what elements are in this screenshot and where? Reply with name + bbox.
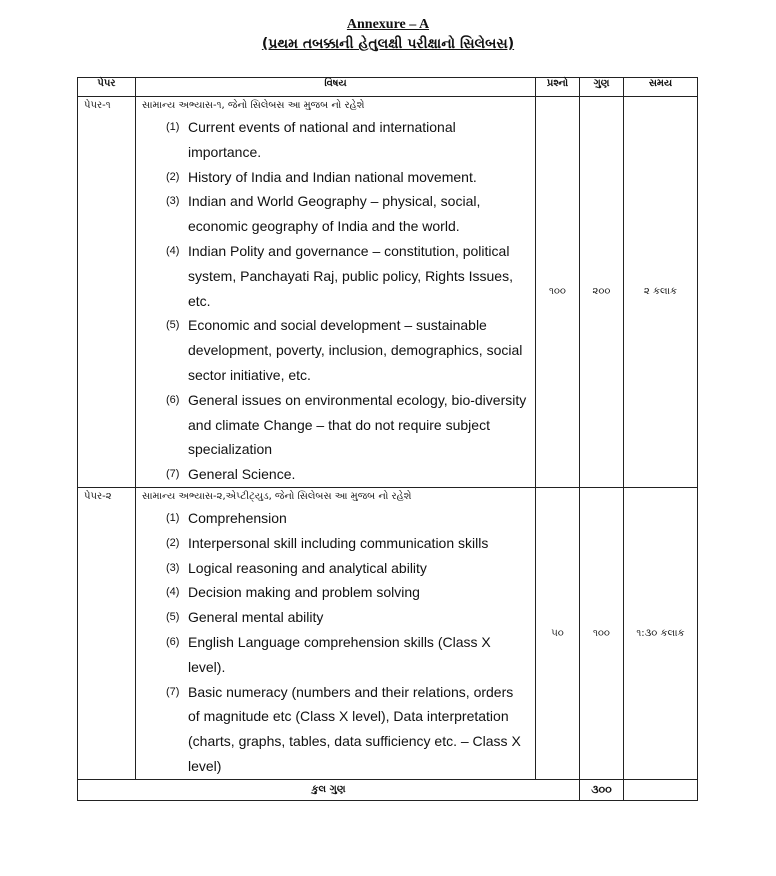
paper-1-intro: સામાન્ય અભ્યાસ-૧, જેનો સિલેબસ આ મુજબ નો રહેશે: [142, 100, 365, 111]
paper-2-marks: ૧૦૦: [580, 487, 624, 779]
paper-1-subject-cell: [136, 97, 536, 488]
item-number: (3): [166, 195, 180, 208]
list-item: [136, 630, 535, 680]
list-item: [136, 165, 535, 190]
paper-1-time: ૨ કલાક: [624, 97, 698, 488]
item-text: Decision making and problem solving: [188, 584, 420, 601]
item-number: (2): [166, 170, 180, 183]
item-text: Indian Polity and governance – constitution, political system, Panchayati Raj, public policy, Rights Issues, etc.: [188, 242, 513, 309]
item-number: (1): [166, 511, 180, 524]
list-item: [136, 115, 535, 165]
total-value: ૩૦૦: [580, 779, 624, 800]
item-text: General Science.: [188, 466, 296, 483]
list-item: [136, 605, 535, 630]
paper-2-questions: ૫૦: [536, 487, 580, 779]
list-item: [136, 556, 535, 581]
item-number: (1): [166, 121, 180, 133]
paper-2-time: ૧:૩૦ કલાક: [624, 487, 698, 779]
item-text: Basic numeracy (numbers and their relations, orders of magnitude etc (Class X level), Data interpretation (charts, graphs, tables, data sufficiency etc. – Class X level): [188, 683, 521, 774]
item-text: Comprehension: [188, 509, 287, 526]
paper-1-questions: ૧૦૦: [536, 97, 580, 488]
paper-2-subject-cell: [136, 487, 536, 779]
item-text: Interpersonal skill including communication skills: [188, 534, 489, 551]
list-item: [136, 313, 535, 387]
item-text: Current events of national and international importance.: [188, 119, 456, 160]
paper-2-row: [78, 487, 698, 779]
paper-1-row: [78, 97, 698, 488]
total-empty-cell: [624, 779, 698, 800]
header-row: [78, 78, 698, 97]
total-label: કુલ ગુણ: [78, 779, 580, 800]
list-item: [136, 680, 535, 779]
paper-2-intro: સામાન્ય અભ્યાસ-૨,એપ્ટીટ્યુડ, જેનો સિલેબસ આ મુજબ નો રહેશે: [142, 490, 412, 502]
list-item: [136, 189, 535, 239]
paper-1-topic-list: [136, 115, 535, 487]
item-number: (6): [166, 393, 180, 406]
paper-2-label: પેપર-૨: [78, 487, 136, 779]
header-time: સમય: [624, 78, 698, 97]
item-number: (5): [166, 611, 180, 624]
item-number: (7): [166, 468, 180, 481]
item-number: (6): [166, 635, 180, 648]
list-item: [136, 239, 535, 313]
annexure-title: Annexure – A: [346, 17, 430, 32]
item-number: (5): [166, 319, 180, 332]
list-item: [136, 462, 535, 487]
item-text: Indian and World Geography – physical, social, economic geography of India and the world.: [188, 193, 481, 235]
total-row: [78, 779, 698, 800]
syllabus-subtitle: (પ્રથમ તબક્કાની હેતુલક્ષી પરીક્ષાનો સિલેબસ): [261, 36, 515, 52]
list-item: [136, 580, 535, 605]
header-paper: પેપર: [78, 78, 136, 97]
item-number: (2): [166, 536, 180, 549]
item-number: (3): [166, 561, 180, 574]
list-item: [136, 388, 535, 462]
item-text: English Language comprehension skills (Class X level).: [188, 633, 491, 675]
item-number: (7): [166, 685, 180, 698]
header-questions: પ્રશ્નો: [536, 78, 580, 97]
paper-1-label: પેપર-૧: [78, 97, 136, 488]
item-text: History of India and Indian national movement.: [188, 168, 477, 185]
item-number: (4): [166, 244, 180, 257]
list-item: [136, 531, 535, 556]
item-text: Economic and social development – sustainable development, poverty, inclusion, demographics, social sector initiative, etc.: [188, 317, 523, 383]
list-item: [136, 506, 535, 531]
paper-1-marks: ૨૦૦: [580, 97, 624, 488]
item-text: Logical reasoning and analytical ability: [188, 559, 427, 576]
header-subject: વિષય: [136, 78, 536, 97]
header-marks: ગુણ: [580, 78, 624, 97]
syllabus-table: [77, 77, 698, 801]
item-number: (4): [166, 586, 180, 599]
paper-2-topic-list: [136, 506, 535, 779]
item-text: General mental ability: [188, 609, 324, 626]
item-text: General issues on environmental ecology, bio-diversity and climate Change – that do not require subject specialization: [188, 391, 527, 458]
